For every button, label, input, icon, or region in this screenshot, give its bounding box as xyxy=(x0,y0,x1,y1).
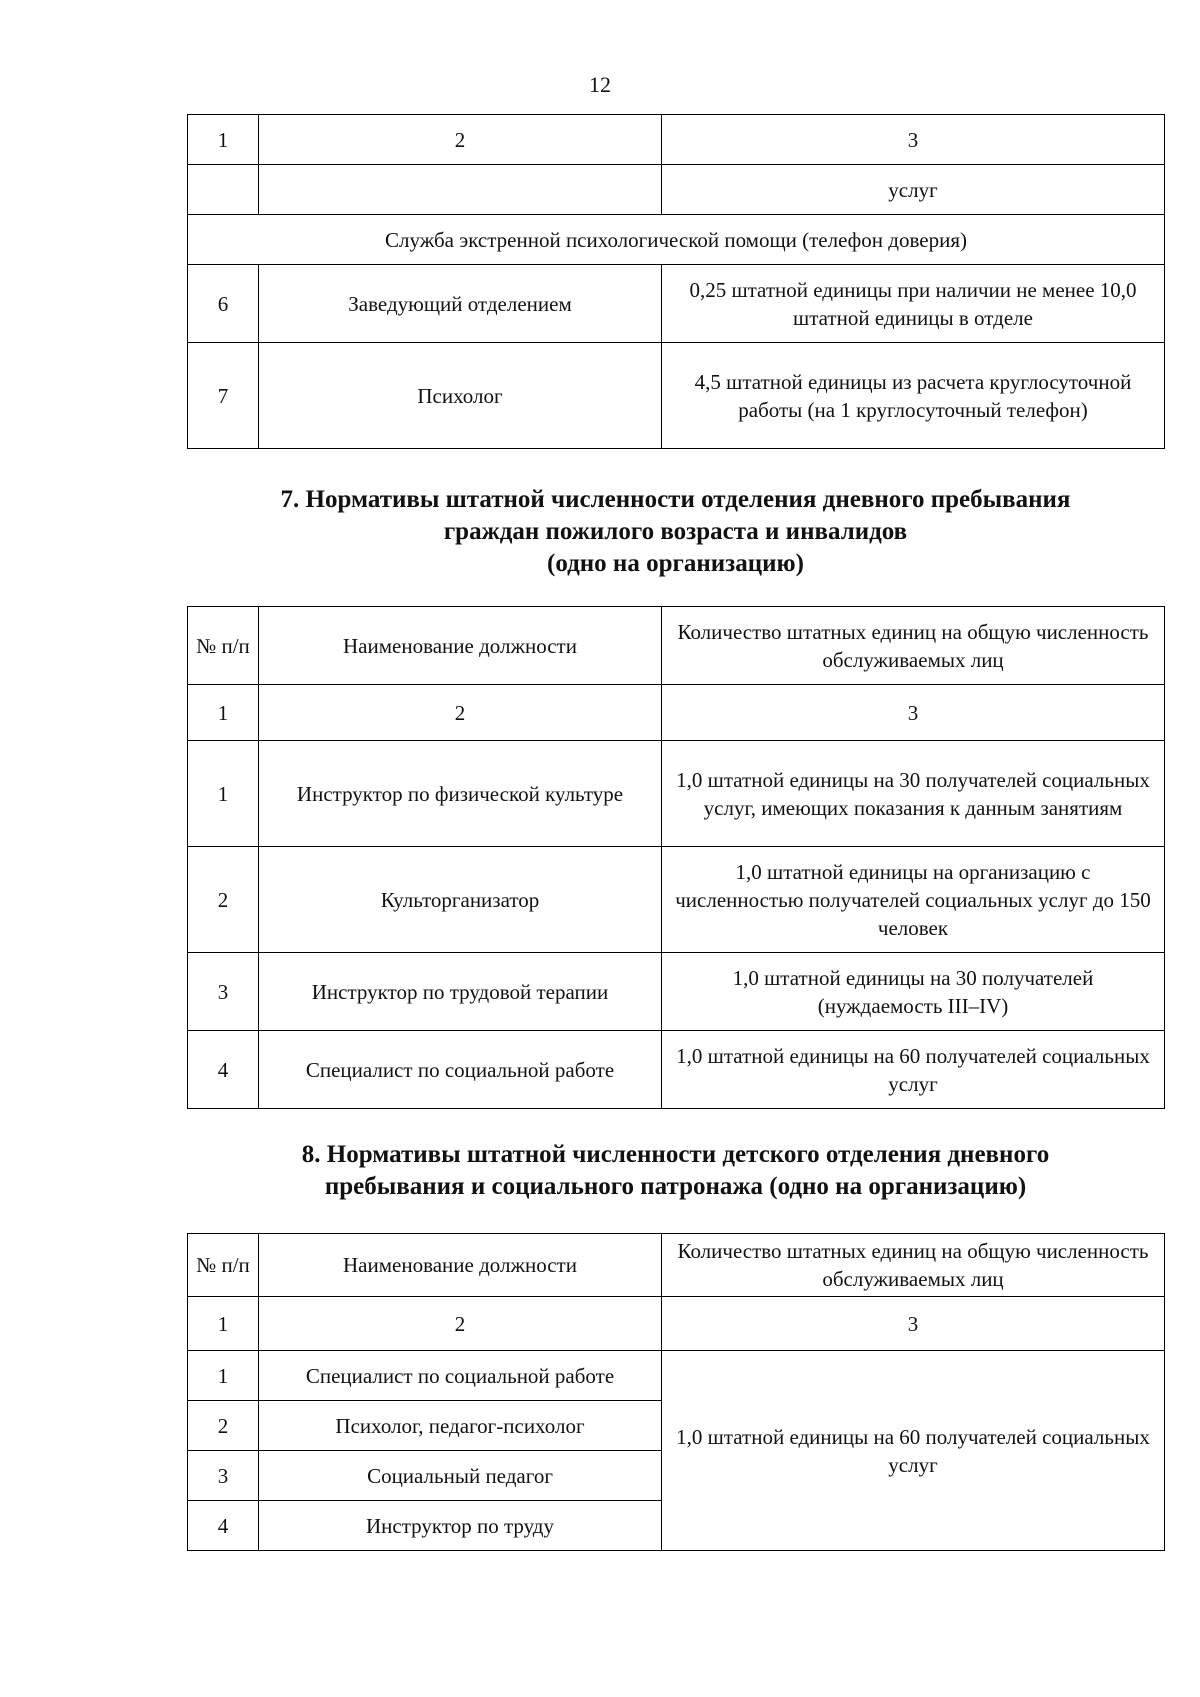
header-norm: Количество штатных единиц на общую численность обслуживаемых лиц xyxy=(662,1234,1165,1297)
position-name: Инструктор по труду xyxy=(259,1501,662,1551)
position-name: Специалист по социальной работе xyxy=(259,1351,662,1401)
col-number-cell: 2 xyxy=(259,115,662,165)
header-number: № п/п xyxy=(188,607,259,685)
staffing-norm: 0,25 штатной единицы при наличии не менее 10,0 штатной единицы в отделе xyxy=(662,265,1165,343)
column-numbering-row xyxy=(188,115,1165,165)
table-header-row xyxy=(188,1234,1165,1297)
position-name: Культорганизатор xyxy=(259,847,662,953)
row-number: 6 xyxy=(188,265,259,343)
row-number: 3 xyxy=(188,1451,259,1501)
col-number-cell: 2 xyxy=(259,685,662,741)
table-cell: услуг xyxy=(662,165,1165,215)
header-number: № п/п xyxy=(188,1234,259,1297)
table-row xyxy=(188,265,1165,343)
staffing-norm: 1,0 штатной единицы на 30 получателей социальных услуг, имеющих показания к данным занятиям xyxy=(662,741,1165,847)
table-cell xyxy=(259,165,662,215)
table-row xyxy=(188,953,1165,1031)
table-row xyxy=(188,1031,1165,1109)
row-number: 2 xyxy=(188,847,259,953)
column-numbering-row xyxy=(188,685,1165,741)
col-number-cell: 1 xyxy=(188,685,259,741)
table-row xyxy=(188,741,1165,847)
table-cell xyxy=(188,165,259,215)
shared-staffing-norm: 1,0 штатной единицы на 60 получателей социальных услуг xyxy=(662,1351,1165,1551)
staffing-norm: 1,0 штатной единицы на организацию с численностью получателей социальных услуг до 150 человек xyxy=(662,847,1165,953)
continued-staffing-table xyxy=(187,114,1165,449)
heading-line: (одно на организацию) xyxy=(547,550,804,577)
page-number: 12 xyxy=(589,72,611,97)
col-number-cell: 1 xyxy=(188,1297,259,1351)
section-title-cell: Служба экстренной психологической помощи (телефон доверия) xyxy=(188,215,1165,265)
section-title-row xyxy=(188,215,1165,265)
section-8-table xyxy=(187,1233,1165,1551)
heading-line: 7. Нормативы штатной численности отделения дневного пребывания xyxy=(280,486,1071,513)
heading-line: граждан пожилого возраста и инвалидов xyxy=(443,518,908,545)
row-number: 7 xyxy=(188,343,259,449)
col-number-cell: 3 xyxy=(662,685,1165,741)
header-position: Наименование должности xyxy=(259,607,662,685)
table-row xyxy=(188,1351,1165,1401)
section-8-heading xyxy=(187,1139,1164,1203)
column-numbering-row xyxy=(188,1297,1165,1351)
carryover-row xyxy=(188,165,1165,215)
position-name: Социальный педагог xyxy=(259,1451,662,1501)
row-number: 4 xyxy=(188,1031,259,1109)
table-row xyxy=(188,847,1165,953)
header-position: Наименование должности xyxy=(259,1234,662,1297)
heading-line: 8. Нормативы штатной численности детского отделения дневного xyxy=(301,1141,1050,1168)
section-7-table xyxy=(187,606,1165,1109)
position-name: Заведующий отделением xyxy=(259,265,662,343)
position-name: Психолог xyxy=(259,343,662,449)
staffing-norm: 4,5 штатной единицы из расчета круглосуточной работы (на 1 круглосуточный телефон) xyxy=(662,343,1165,449)
position-name: Психолог, педагог-психолог xyxy=(259,1401,662,1451)
row-number: 1 xyxy=(188,741,259,847)
col-number-cell: 3 xyxy=(662,115,1165,165)
row-number: 4 xyxy=(188,1501,259,1551)
position-name: Инструктор по трудовой терапии xyxy=(259,953,662,1031)
position-name: Специалист по социальной работе xyxy=(259,1031,662,1109)
row-number: 2 xyxy=(188,1401,259,1451)
col-number-cell: 1 xyxy=(188,115,259,165)
col-number-cell: 2 xyxy=(259,1297,662,1351)
table-row xyxy=(188,343,1165,449)
position-name: Инструктор по физической культуре xyxy=(259,741,662,847)
table-header-row xyxy=(188,607,1165,685)
col-number-cell: 3 xyxy=(662,1297,1165,1351)
header-norm: Количество штатных единиц на общую численность обслуживаемых лиц xyxy=(662,607,1165,685)
staffing-norm: 1,0 штатной единицы на 30 получателей (нуждаемость III–IV) xyxy=(662,953,1165,1031)
section-7-heading xyxy=(187,484,1164,580)
row-number: 1 xyxy=(188,1351,259,1401)
heading-line: пребывания и социального патронажа (одно на организацию) xyxy=(324,1173,1027,1200)
staffing-norm: 1,0 штатной единицы на 60 получателей социальных услуг xyxy=(662,1031,1165,1109)
row-number: 3 xyxy=(188,953,259,1031)
